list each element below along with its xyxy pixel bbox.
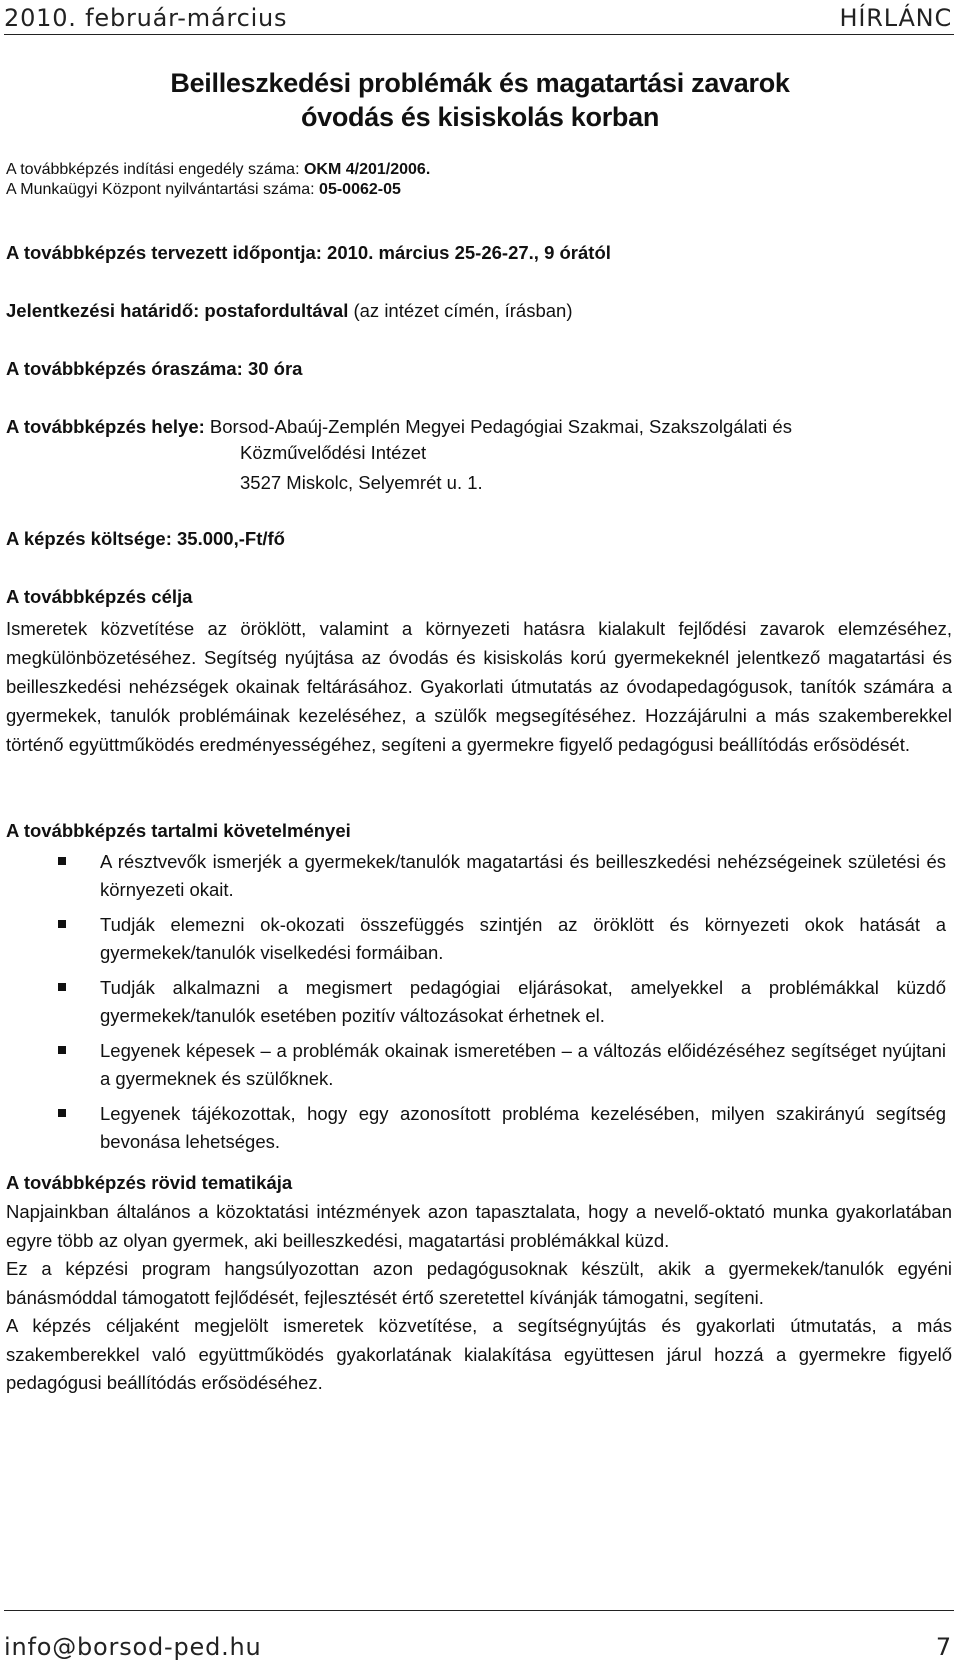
schedule-line <box>6 240 952 266</box>
cost-line: A képzés költsége: 35.000,-Ft/fő <box>6 528 285 549</box>
registration-info <box>6 160 952 200</box>
topics-paragraph-2: Ez a képzési program hangsúlyozottan azon pedagógusoknak készült, akik a gyermekek/tanulók egyéni bánásmóddal támogatott fejlődését, fejlesztését értő szeretettel kívánják támogatni, segíteni. <box>6 1258 952 1308</box>
goal-heading: A továbbképzés célja <box>6 586 193 607</box>
registry-value: 05-0062-05 <box>319 181 401 198</box>
location-line-2: Közművelődési Intézet <box>240 442 427 463</box>
bullet-square-icon <box>58 857 66 865</box>
topics-text <box>6 1198 952 1398</box>
schedule-label: A továbbképzés tervezett időpontja: 2010. március 25-26-27. <box>6 242 534 263</box>
list-item: A résztvevők ismerjék a gyermekek/tanulók magatartási és beilleszkedési nehézségeinek születési és környezeti okait. <box>6 848 946 904</box>
publication-name: HÍRLÁNC <box>839 4 952 32</box>
list-item: Tudják alkalmazni a megismert pedagógiai eljárásokat, amelyekkel a problémákkal küzdő gyermekek/tanulók esetében pozitív változásokat érhetnek el. <box>6 974 946 1030</box>
bullet-square-icon <box>58 1109 66 1117</box>
topics-heading: A továbbképzés rövid tematikája <box>6 1172 293 1193</box>
location-line-1: Borsod-Abaúj-Zemplén Megyei Pedagógiai Szakmai, Szakszolgálati és <box>209 416 792 437</box>
bullet-square-icon <box>58 920 66 928</box>
bullet-square-icon <box>58 1046 66 1054</box>
list-item: Legyenek tájékozottak, hogy egy azonosított probléma kezelésében, milyen szakirányú segítség bevonása lehetséges. <box>6 1100 946 1156</box>
title-line-1: Beilleszkedési problémák és magatartási zavarok <box>170 68 790 98</box>
list-item: Tudják elemezni ok-okozati összefüggés szintjén az öröklött és környezeti okok hatását a gyermekek/tanulók viselkedési formáiban. <box>6 911 946 967</box>
goal-text: Ismeretek közvetítése az öröklött, valamint a környezeti hatásra kialakult fejlődési zavarok elemzéséhez, megkülönbözetéséhez. Segítség nyújtása az óvodás és kisiskolás korú gyermekeknél jelentkező magatartási és beilleszkedési nehézségek okainak feltárásához. Gyakorlati útmutatás az óvodapedagógusok, tanítók számára a gyermekek, tanulók problémáinak kezeléséhez, a szülők megsegítéséhez. Hozzájárulni a más szakemberekkel történő együttműködés eredményességéhez, segíteni a gyermekre figyelő pedagógusi beállítódás erősödését. <box>6 618 952 755</box>
hours-label: A továbbképzés óraszáma: <box>6 358 248 379</box>
location-block <box>6 414 952 496</box>
permit-value: OKM 4/201/2006. <box>303 161 431 178</box>
issue-date: 2010. február-március <box>4 4 288 32</box>
list-item: Legyenek képesek – a problémák okainak ismeretében – a változás előidézéséhez segítséget nyújtani a gyermeknek és szülőknek. <box>6 1037 946 1093</box>
page-number: 7 <box>935 1633 952 1661</box>
permit-label: A továbbképzés indítási engedély száma: <box>6 161 304 178</box>
deadline-value: (az intézet címén, írásban) <box>348 300 573 321</box>
page-footer <box>4 1610 954 1673</box>
title-line-2: óvodás és kisiskolás korban <box>300 102 660 132</box>
registry-label: A Munkaügyi Központ nyilvántartási száma: <box>6 181 320 198</box>
contact-email: info@borsod-ped.hu <box>4 1633 262 1661</box>
page-header <box>4 4 954 35</box>
hours-line <box>6 356 952 382</box>
location-line-3: 3527 Miskolc, Selyemrét u. 1. <box>240 472 483 493</box>
topics-paragraph-1: Napjainkban általános a közoktatási intézmények azon tapasztalata, hogy a nevelő-oktató munka gyakorlatában egyre több az olyan gyermek, aki beilleszkedési, magatartási problémákkal küzd. <box>6 1201 952 1251</box>
bullet-square-icon <box>58 983 66 991</box>
topics-paragraph-3: A képzés céljaként megjelölt ismeretek közvetítése, a segítségnyújtás és gyakorlati útmutatás, a más szakemberekkel való együttműködés gyakorlatának kialakítása együttesen járul hozzá a gyermekre figyelő pedagógusi beállítódás erősödéséhez. <box>6 1315 952 1393</box>
hours-value: 30 óra <box>247 358 303 379</box>
requirements-heading: A továbbképzés tartalmi követelményei <box>6 820 351 841</box>
deadline-line <box>6 298 952 324</box>
deadline-label: Jelentkezési határidő: postafordultával <box>6 300 349 321</box>
location-label: A továbbképzés helye: <box>6 416 210 437</box>
page-title <box>0 66 960 134</box>
requirements-list <box>6 848 946 1163</box>
schedule-value: , 9 órától <box>533 242 611 263</box>
